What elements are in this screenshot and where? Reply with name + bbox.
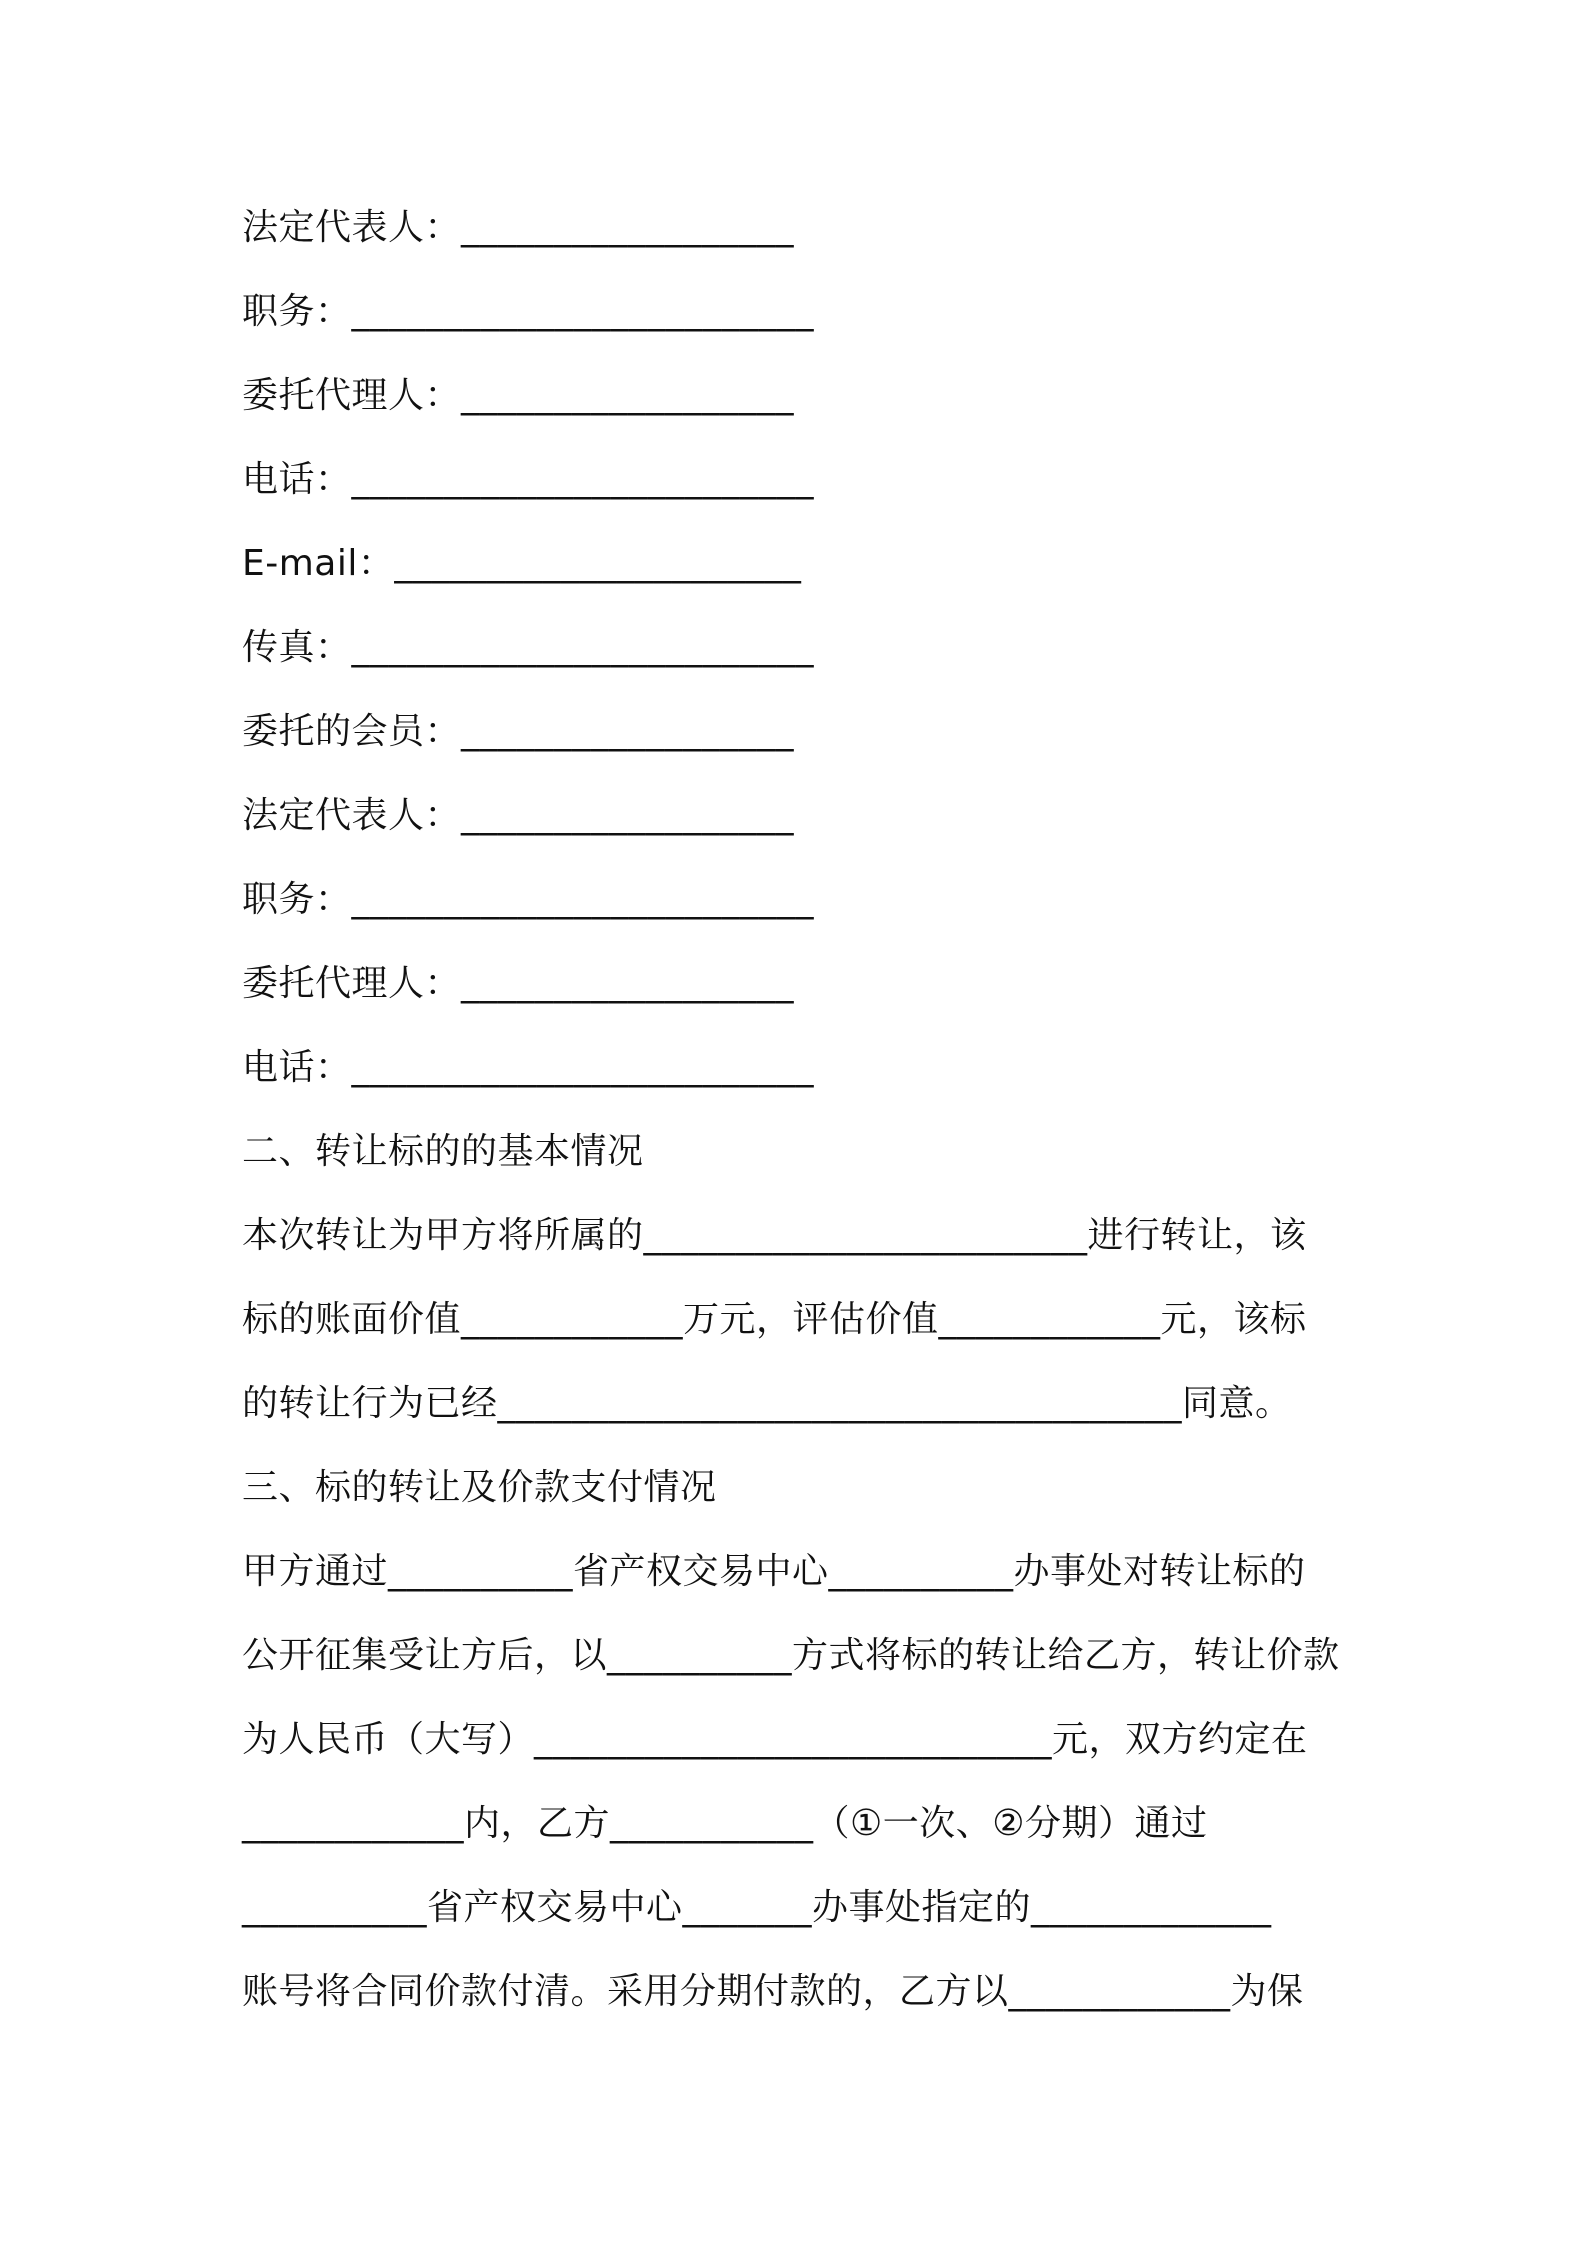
paragraph-line: 账号将合同价款付清。采用分期付款的，乙方以____________为保 [242, 1971, 1304, 2012]
entrusted-member-field: 委托的会员：__________________ [242, 711, 795, 752]
section-heading-3: 三、标的转让及价款支付情况 [242, 1467, 717, 1508]
paragraph-line: 甲方通过__________省产权交易中心__________办事处对转让标的 [242, 1551, 1306, 1592]
paragraph-line: 公开征集受让方后，以__________方式将标的转让给乙方，转让价款 [242, 1635, 1340, 1676]
section-heading-2: 二、转让标的的基本情况 [242, 1131, 644, 1172]
member-phone-field: 电话：_________________________ [242, 1047, 815, 1088]
paragraph-line: ____________内，乙方___________（①一次、②分期）通过 [242, 1803, 1208, 1844]
member-position-field: 职务：_________________________ [242, 879, 815, 920]
paragraph-line: __________省产权交易中心_______办事处指定的_____________ [242, 1887, 1272, 1928]
paragraph-line: 为人民币（大写）____________________________元，双方约定在 [242, 1719, 1308, 1760]
email-field: E-mail：______________________ [242, 543, 802, 584]
member-legal-representative-field: 法定代表人：__________________ [242, 795, 795, 836]
paragraph-line: 标的账面价值____________万元，评估价值____________元，该标 [242, 1299, 1307, 1340]
legal-representative-field: 法定代表人：__________________ [242, 207, 795, 248]
paragraph-line: 的转让行为已经_____________________________________同意。 [242, 1383, 1292, 1424]
paragraph-line: 本次转让为甲方将所属的________________________进行转让，该 [242, 1215, 1307, 1256]
position-field: 职务：_________________________ [242, 291, 815, 332]
phone-field: 电话：_________________________ [242, 459, 815, 500]
authorized-agent-field: 委托代理人：__________________ [242, 375, 795, 416]
fax-field: 传真：_________________________ [242, 627, 815, 668]
member-authorized-agent-field: 委托代理人：__________________ [242, 963, 795, 1004]
